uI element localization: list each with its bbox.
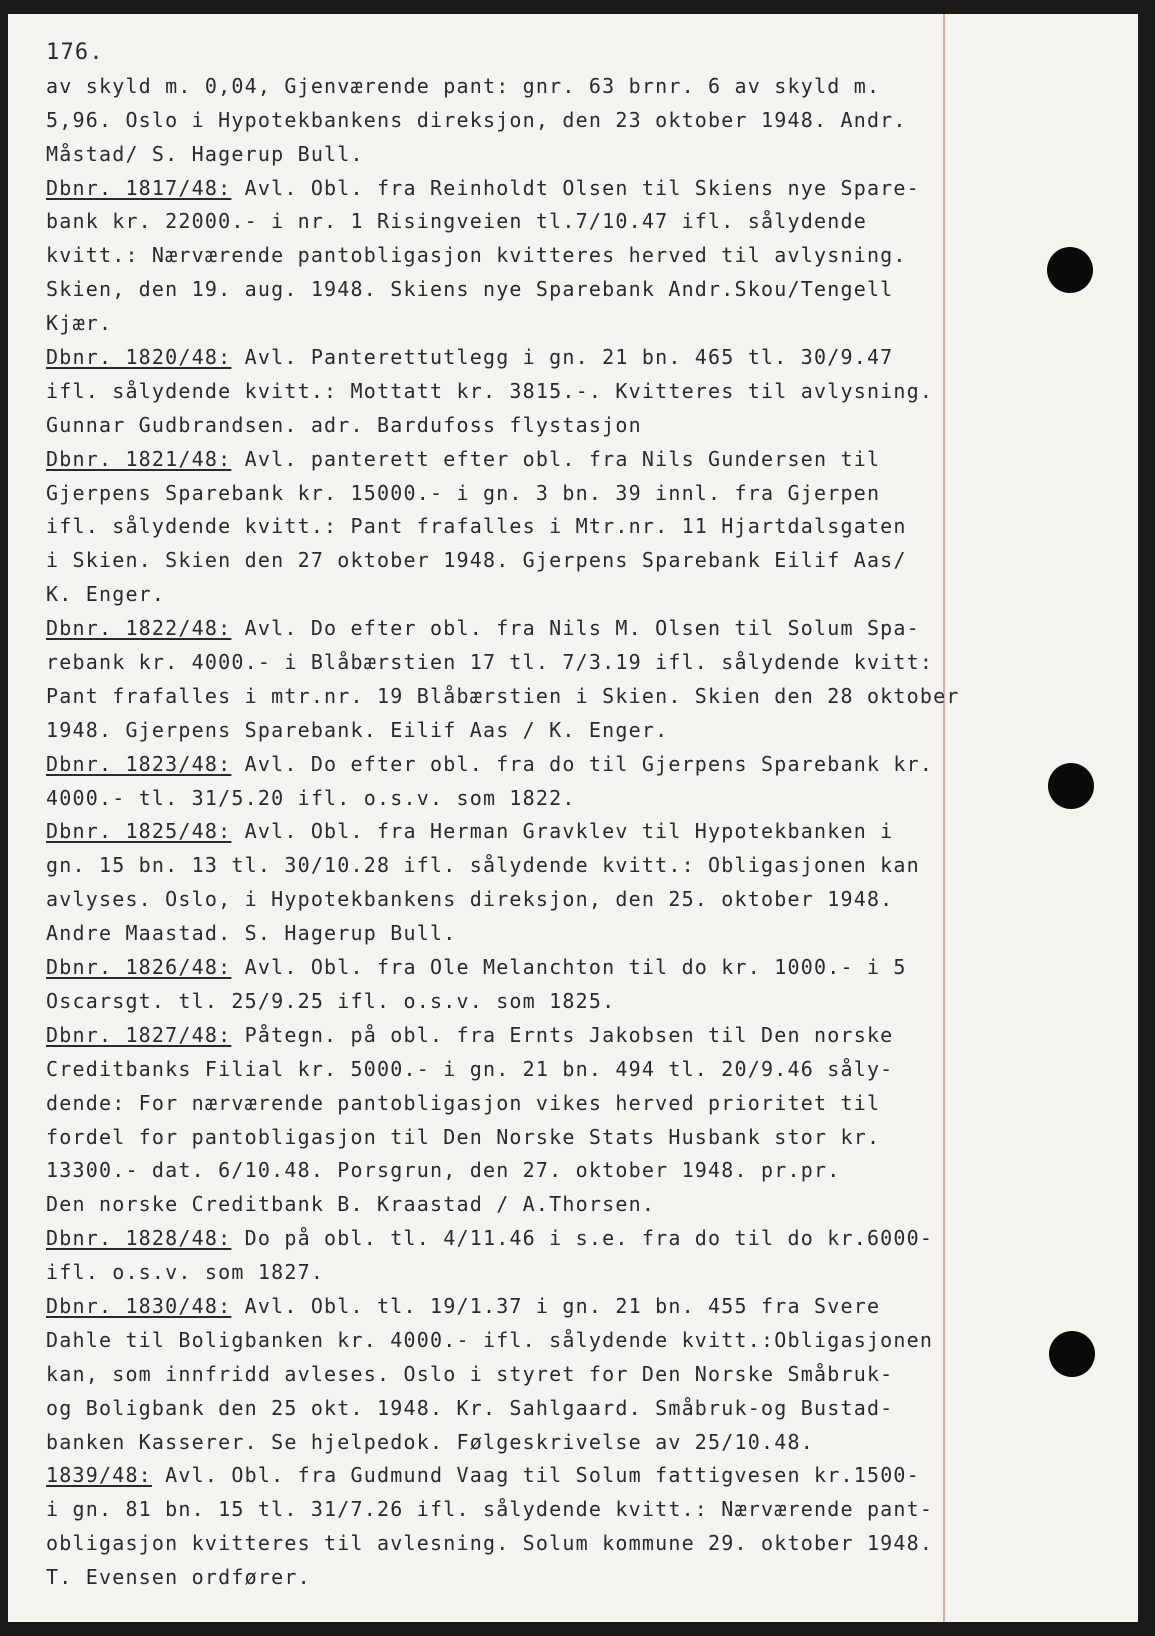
entry-text: gn. 15 bn. 13 tl. 30/10.28 ifl. sålydende kvitt.: Obligasjonen kan — [46, 853, 920, 878]
entry-line — [46, 1358, 986, 1392]
punch-hole — [1049, 1331, 1095, 1377]
entry-line — [46, 477, 986, 511]
entry-text: Do på obl. tl. 4/11.46 i s.e. fra do til do kr.6000- — [231, 1226, 934, 1251]
document-page — [8, 14, 1138, 1622]
entry-text: Måstad/ S. Hagerup Bull. — [46, 141, 364, 166]
entry-text: banken Kasserer. Se hjelpedok. Følgeskrivelse av 25/10.48. — [46, 1429, 814, 1454]
entry-line — [46, 1392, 986, 1426]
entry-line — [46, 612, 986, 646]
entry-line — [46, 239, 986, 273]
entry-reference: 1839/48: — [46, 1463, 152, 1488]
entry-line — [46, 1493, 986, 1527]
entry-line — [46, 1154, 986, 1188]
entries-list — [46, 70, 986, 1595]
entry-line — [46, 138, 986, 172]
entry-line — [46, 985, 986, 1019]
entry-text: dende: For nærværende pantobligasjon vikes herved prioritet til — [46, 1090, 881, 1115]
entry-reference: Dbnr. 1823/48: — [46, 751, 232, 776]
entry — [46, 1290, 986, 1459]
entry-line — [46, 510, 986, 544]
entry-text: Den norske Creditbank B. Kraastad / A.Thorsen. — [46, 1192, 656, 1217]
entry-line — [46, 544, 986, 578]
entry-line — [46, 443, 986, 477]
entry-line — [46, 714, 986, 748]
entry-text: Avl. panterett efter obl. fra Nils Gundersen til — [231, 446, 881, 471]
entry-reference: Dbnr. 1828/48: — [46, 1226, 232, 1251]
entry — [46, 1222, 986, 1290]
entry-text: Gunnar Gudbrandsen. adr. Bardufoss flystasjon — [46, 412, 642, 437]
entry-text: Andre Maastad. S. Hagerup Bull. — [46, 921, 457, 946]
entry-text: ifl. sålydende kvitt.: Mottatt kr. 3815.-. Kvitteres til avlysning. — [46, 378, 934, 403]
entry-text: T. Evensen ordfører. — [46, 1565, 311, 1590]
entry-line — [46, 680, 986, 714]
entry-line — [46, 646, 986, 680]
entry-text: Avl. Obl. fra Ole Melanchton til do kr. 1000.- i 5 — [231, 955, 907, 980]
entry-line — [46, 1053, 986, 1087]
entry-reference: Dbnr. 1822/48: — [46, 616, 232, 641]
entry-text: kan, som innfridd avleses. Oslo i styret for Den Norske Småbruk- — [46, 1361, 894, 1386]
entry-reference: Dbnr. 1830/48: — [46, 1293, 232, 1318]
entry-line — [46, 1188, 986, 1222]
entry-text: obligasjon kvitteres til avlesning. Solum kommune 29. oktober 1948. — [46, 1531, 934, 1556]
entry — [46, 951, 986, 1019]
document-text — [46, 36, 986, 1595]
entry-line — [46, 1459, 986, 1493]
entry-text: 13300.- dat. 6/10.48. Porsgrun, den 27. oktober 1948. pr.pr. — [46, 1158, 841, 1183]
entry-line — [46, 1019, 986, 1053]
entry-line — [46, 375, 986, 409]
entry-line — [46, 1222, 986, 1256]
entry-text: Dahle til Boligbanken kr. 4000.- ifl. sålydende kvitt.:Obligasjonen — [46, 1327, 934, 1352]
entry-text: Avl. Obl. fra Herman Gravklev til Hypotekbanken i — [231, 819, 894, 844]
entry-line — [46, 409, 986, 443]
entry-reference: Dbnr. 1826/48: — [46, 955, 232, 980]
entry-text: 4000.- tl. 31/5.20 ifl. o.s.v. som 1822. — [46, 785, 576, 810]
entry-text: Avl. Do efter obl. fra do til Gjerpens Sparebank kr. — [231, 751, 934, 776]
entry-line — [46, 951, 986, 985]
entry-text: Kjær. — [46, 311, 113, 336]
entry-text: rebank kr. 4000.- i Blåbærstien 17 tl. 7/3.19 ifl. sålydende kvitt: — [46, 650, 934, 675]
punch-hole — [1048, 763, 1094, 809]
entry — [46, 70, 986, 172]
entry-text: av skyld m. 0,04, Gjenværende pant: gnr. 63 brnr. 6 av skyld m. — [46, 73, 881, 98]
entry — [46, 748, 986, 816]
entry-text: Oscarsgt. tl. 25/9.25 ifl. o.s.v. som 1825. — [46, 988, 616, 1013]
entry-text: Creditbanks Filial kr. 5000.- i gn. 21 bn. 494 tl. 20/9.46 såly- — [46, 1056, 894, 1081]
entry-text: Påtegn. på obl. fra Ernts Jakobsen til Den norske — [231, 1022, 894, 1047]
entry-line — [46, 748, 986, 782]
entry-reference: Dbnr. 1820/48: — [46, 345, 232, 370]
entry-line — [46, 815, 986, 849]
entry-line — [46, 273, 986, 307]
entry-line — [46, 1561, 986, 1595]
entry-line — [46, 1290, 986, 1324]
entry-line — [46, 307, 986, 341]
entry-line — [46, 1426, 986, 1460]
entry — [46, 1019, 986, 1222]
page-number: 176. — [46, 40, 104, 65]
entry-line — [46, 1121, 986, 1155]
entry-reference: Dbnr. 1827/48: — [46, 1022, 232, 1047]
entry-line — [46, 172, 986, 206]
entry-line — [46, 883, 986, 917]
entry-text: Gjerpens Sparebank kr. 15000.- i gn. 3 bn. 39 innl. fra Gjerpen — [46, 480, 881, 505]
entry-text: Avl. Obl. tl. 19/1.37 i gn. 21 bn. 455 fra Svere — [231, 1293, 881, 1318]
entry-text: i Skien. Skien den 27 oktober 1948. Gjerpens Sparebank Eilif Aas/ — [46, 548, 907, 573]
entry-text: 5,96. Oslo i Hypotekbankens direksjon, den 23 oktober 1948. Andr. — [46, 107, 907, 132]
entry-text: ifl. sålydende kvitt.: Pant frafalles i Mtr.nr. 11 Hjartdalsgaten — [46, 514, 907, 539]
entry — [46, 172, 986, 341]
entry-line — [46, 782, 986, 816]
entry-text: Pant frafalles i mtr.nr. 19 Blåbærstien i Skien. Skien den 28 oktober — [46, 683, 960, 708]
entry — [46, 612, 986, 748]
entry — [46, 443, 986, 612]
entry-text: avlyses. Oslo, i Hypotekbankens direksjon, den 25. oktober 1948. — [46, 887, 894, 912]
punch-hole — [1047, 247, 1093, 293]
entry-text: ifl. o.s.v. som 1827. — [46, 1260, 325, 1285]
entry-text: Avl. Obl. fra Gudmund Vaag til Solum fattigvesen kr.1500- — [151, 1463, 920, 1488]
entry-reference: Dbnr. 1825/48: — [46, 819, 232, 844]
entry-text: K. Enger. — [46, 582, 166, 607]
entry-line — [46, 917, 986, 951]
entry-text: og Boligbank den 25 okt. 1948. Kr. Sahlgaard. Småbruk-og Bustad- — [46, 1395, 894, 1420]
entry-line — [46, 341, 986, 375]
entry — [46, 815, 986, 951]
entry-line — [46, 578, 986, 612]
entry-line — [46, 1324, 986, 1358]
entry-text: bank kr. 22000.- i nr. 1 Risingveien tl.7/10.47 ifl. sålydende — [46, 209, 867, 234]
entry-line — [46, 849, 986, 883]
entry-line — [46, 104, 986, 138]
entry-reference: Dbnr. 1821/48: — [46, 446, 232, 471]
entry-line — [46, 1256, 986, 1290]
entry-text: 1948. Gjerpens Sparebank. Eilif Aas / K. Enger. — [46, 717, 669, 742]
entry-reference: Dbnr. 1817/48: — [46, 175, 232, 200]
entry — [46, 1459, 986, 1595]
entry — [46, 341, 986, 443]
entry-line — [46, 1527, 986, 1561]
entry-text: i gn. 81 bn. 15 tl. 31/7.26 ifl. sålydende kvitt.: Nærværende pant- — [46, 1497, 934, 1522]
entry-line — [46, 1087, 986, 1121]
entry-line — [46, 70, 986, 104]
entry-text: Avl. Panterettutlegg i gn. 21 bn. 465 tl. 30/9.47 — [231, 345, 894, 370]
entry-text: Avl. Do efter obl. fra Nils M. Olsen til Solum Spa- — [231, 616, 920, 641]
entry-text: Avl. Obl. fra Reinholdt Olsen til Skiens nye Spare- — [231, 175, 920, 200]
entry-text: kvitt.: Nærværende pantobligasjon kvitteres herved til avlysning. — [46, 243, 907, 268]
entry-text: fordel for pantobligasjon til Den Norske Stats Husbank stor kr. — [46, 1124, 881, 1149]
entry-line — [46, 205, 986, 239]
entry-text: Skien, den 19. aug. 1948. Skiens nye Sparebank Andr.Skou/Tengell — [46, 277, 894, 302]
